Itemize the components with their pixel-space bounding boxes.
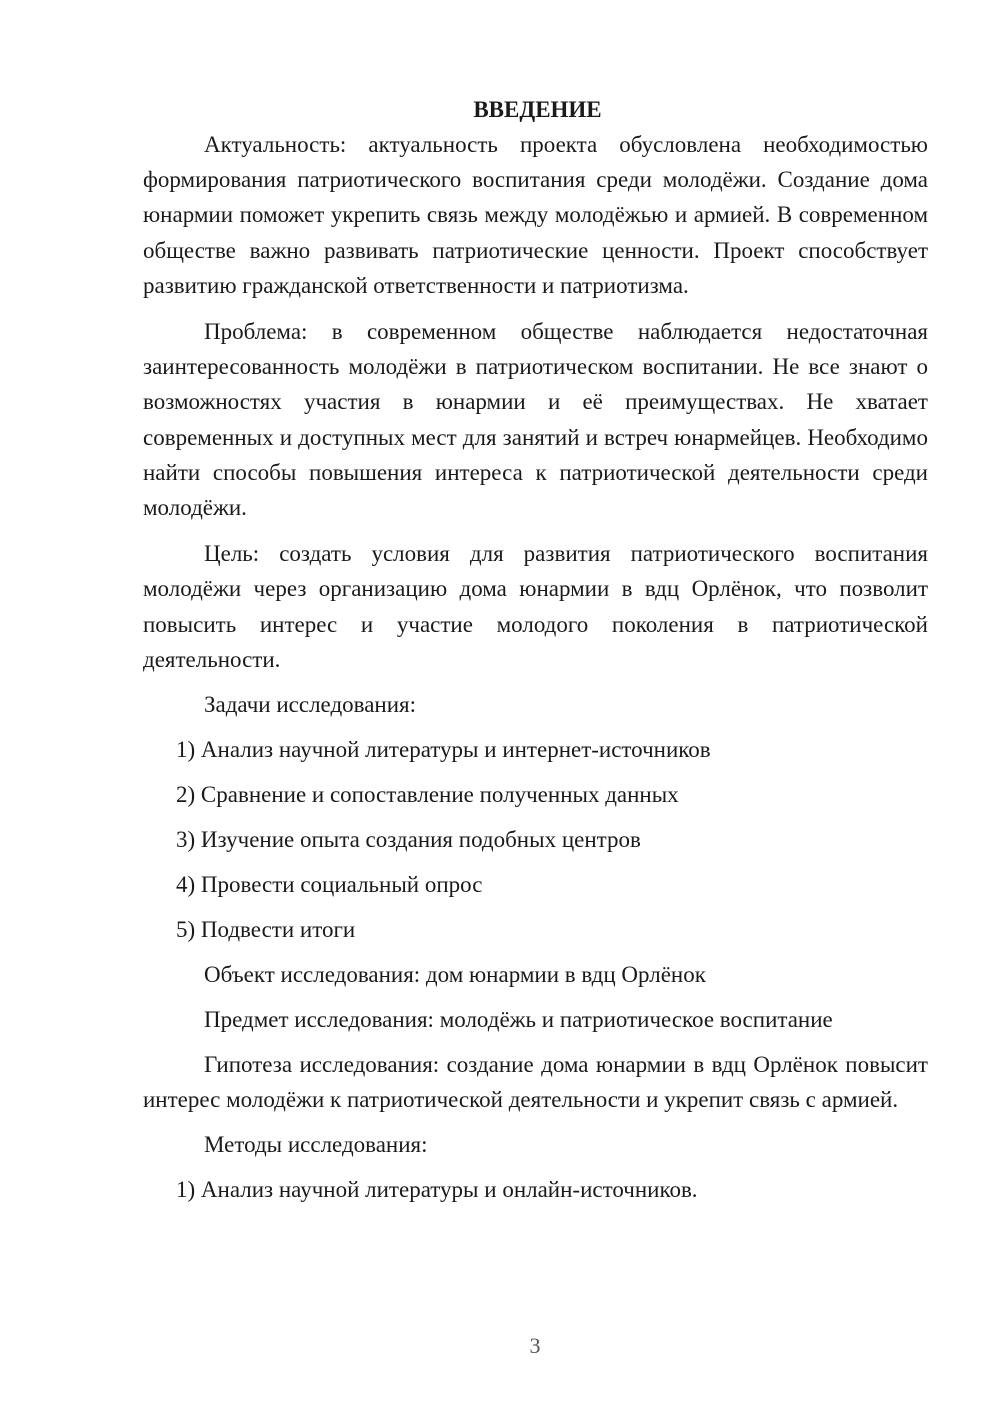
task-item: 5) Подвести итоги bbox=[176, 917, 356, 943]
hypothesis-paragraph: Гипотеза исследования: создание дома юнармии в вдц Орлёнок повысит интерес молодёжи к патриотической деятельности и укрепит связь с армией. bbox=[143, 1052, 928, 1113]
task-item: 4) Провести социальный опрос bbox=[176, 872, 483, 898]
method-item: 1) Анализ научной литературы и онлайн-источников. bbox=[176, 1177, 698, 1203]
methods-heading: Методы исследования: bbox=[204, 1132, 428, 1158]
task-item: 2) Сравнение и сопоставление полученных данных bbox=[176, 782, 679, 808]
task-item: 1) Анализ научной литературы и интернет-источников bbox=[176, 737, 711, 763]
research-object: Объект исследования: дом юнармии в вдц Орлёнок bbox=[204, 962, 706, 988]
page-number: 3 bbox=[529, 1333, 541, 1358]
relevance-paragraph: Актуальность: актуальность проекта обусловлена необходимостью формирования патриотического воспитания среди молодёжи. Создание дома юнармии поможет укрепить связь между молодёжью и армией. В современном обществе важно развивать патриотические ценности. Проект способствует развитию гражданской ответственности и патриотизма. bbox=[143, 132, 928, 298]
goal-paragraph: Цель: создать условия для развития патриотического воспитания молодёжи через организацию дома юнармии в вдц Орлёнок, что позволит повысить интерес и участие молодого поколения в патриотической деятельности. bbox=[143, 541, 928, 672]
document-page bbox=[143, 92, 928, 1207]
tasks-heading: Задачи исследования: bbox=[204, 692, 417, 718]
research-subject: Предмет исследования: молодёжь и патриотическое воспитание bbox=[204, 1007, 833, 1033]
task-item: 3) Изучение опыта создания подобных центров bbox=[176, 827, 641, 853]
page-title: ВВЕДЕНИЕ bbox=[473, 97, 602, 122]
problem-paragraph: Проблема: в современном обществе наблюдается недостаточная заинтересованность молодёжи в патриотическом воспитании. Не все знают о возможностях участия в юнармии и её преимуществах. Не хватает современных и доступных мест для занятий и встреч юнармейцев. Необходимо найти способы повышения интереса к патриотической деятельности среди молодёжи. bbox=[143, 319, 928, 521]
